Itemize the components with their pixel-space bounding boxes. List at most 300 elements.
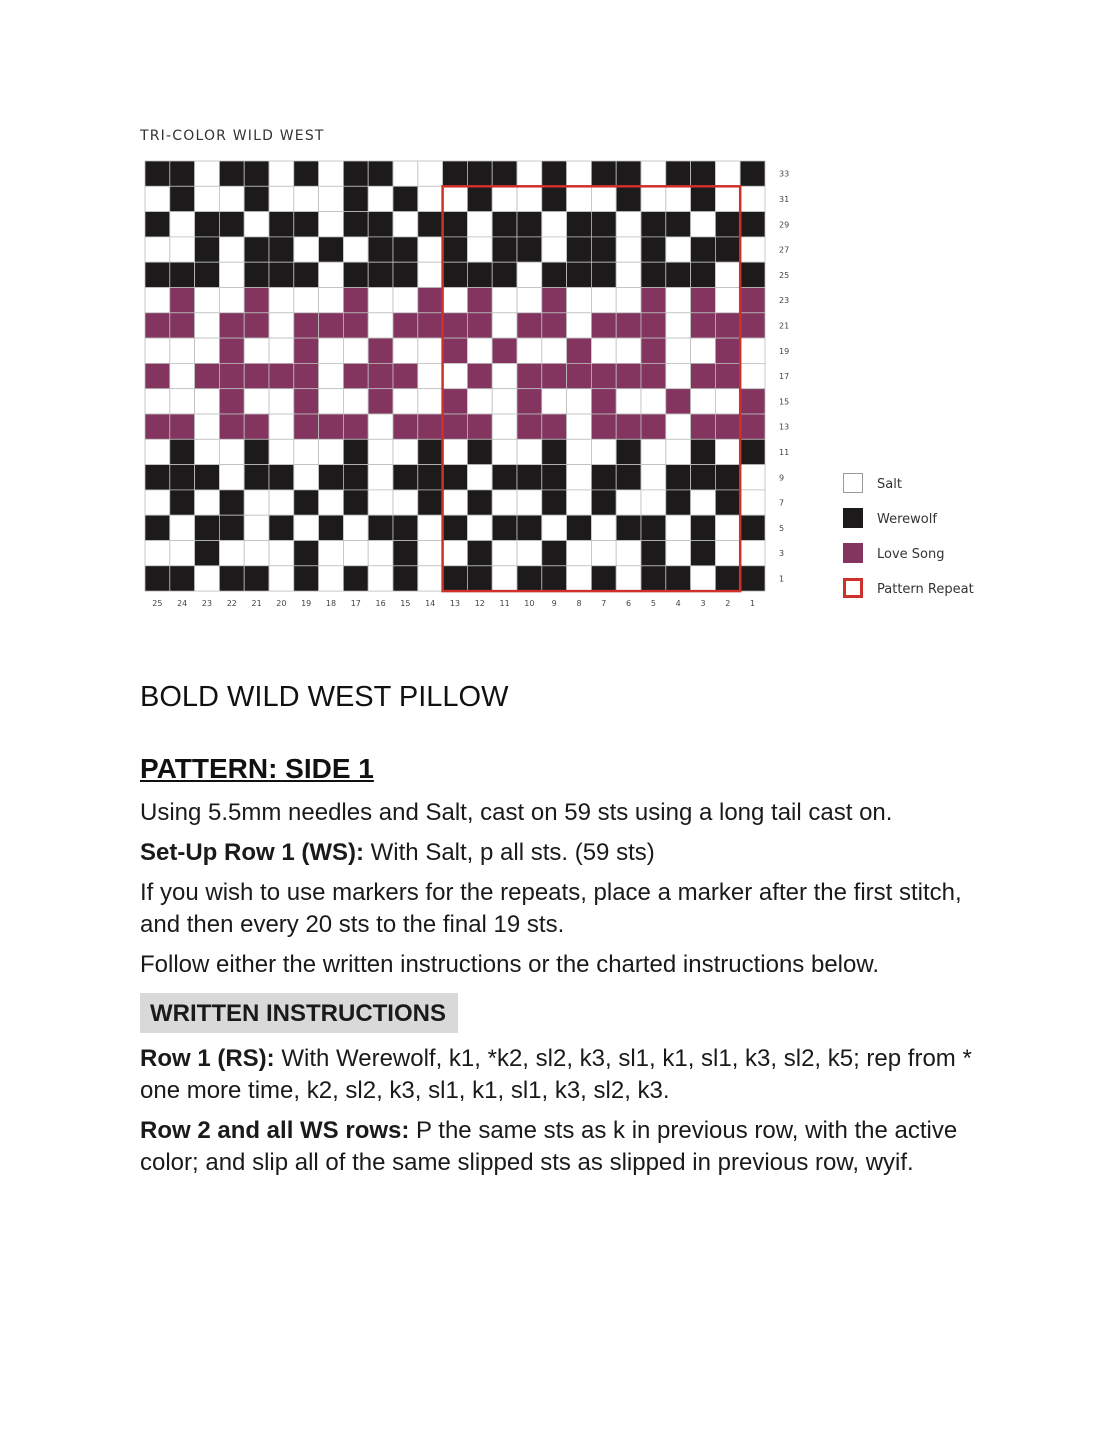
markers-paragraph: If you wish to use markers for the repeats, place a marker after the first stitch, and then every 20 sts to the final 19 sts. [140, 879, 962, 938]
chart-cell-werewolf [368, 212, 393, 237]
chart-cell-werewolf [591, 212, 616, 237]
chart-cell-werewolf [567, 212, 592, 237]
chart-cell-love-song [368, 363, 393, 388]
chart-cell-werewolf [666, 262, 691, 287]
chart-cell-love-song [691, 313, 716, 338]
row-label: 11 [779, 447, 790, 457]
chart-cell-werewolf [393, 515, 418, 540]
chart-cell-werewolf [244, 161, 269, 186]
chart-cell-werewolf [145, 161, 170, 186]
chart-cell-love-song [542, 363, 567, 388]
chart-cell-salt [418, 389, 443, 414]
chart-cell-salt [517, 161, 542, 186]
column-label: 7 [601, 599, 607, 609]
chart-cell-love-song [591, 313, 616, 338]
chart-cell-salt [467, 465, 492, 490]
chart-cell-werewolf [145, 212, 170, 237]
chart-cell-salt [418, 262, 443, 287]
instructions-body [140, 797, 980, 1187]
chart-cell-salt [591, 541, 616, 566]
chart-cell-salt [567, 313, 592, 338]
chart-cell-salt [591, 186, 616, 211]
chart-cell-salt [393, 338, 418, 363]
chart-cell-werewolf [418, 439, 443, 464]
chart-cell-werewolf [343, 262, 368, 287]
chart-cell-werewolf [368, 161, 393, 186]
chart-cell-salt [517, 338, 542, 363]
chart-cell-salt [715, 186, 740, 211]
chart-cell-love-song [393, 414, 418, 439]
chart-cell-werewolf [443, 465, 468, 490]
chart-cell-werewolf [467, 262, 492, 287]
chart-cell-werewolf [517, 237, 542, 262]
chart-cell-werewolf [393, 262, 418, 287]
column-label: 19 [301, 599, 312, 609]
chart-cell-salt [567, 414, 592, 439]
chart-cell-salt [616, 288, 641, 313]
chart-cell-salt [641, 161, 666, 186]
chart-cell-salt [443, 288, 468, 313]
section-heading: PATTERN: SIDE 1 [140, 753, 374, 784]
chart-cell-salt [715, 262, 740, 287]
chart-cell-werewolf [393, 237, 418, 262]
chart-cell-love-song [219, 338, 244, 363]
chart-cell-salt [145, 237, 170, 262]
chart-cell-werewolf [467, 439, 492, 464]
legend-item-pattern-repeat [843, 578, 974, 613]
chart-cell-werewolf [517, 212, 542, 237]
chart-cell-salt [418, 566, 443, 591]
chart-cell-salt [666, 541, 691, 566]
chart-cell-salt [319, 541, 344, 566]
chart-cell-salt [269, 490, 294, 515]
chart-cell-werewolf [715, 465, 740, 490]
chart-cell-werewolf [219, 212, 244, 237]
chart-cell-love-song [343, 313, 368, 338]
chart-cell-werewolf [443, 161, 468, 186]
chart-cell-werewolf [393, 465, 418, 490]
chart-cell-werewolf [244, 566, 269, 591]
chart-cell-salt [294, 439, 319, 464]
chart-cell-salt [492, 186, 517, 211]
chart-cell-love-song [740, 414, 765, 439]
chart-cell-salt [418, 237, 443, 262]
chart-cell-werewolf [418, 490, 443, 515]
chart-cell-love-song [393, 313, 418, 338]
setup-row-label: Set-Up Row 1 (WS): [140, 839, 364, 866]
chart-cell-werewolf [641, 515, 666, 540]
column-label: 11 [499, 599, 510, 609]
chart-cell-salt [145, 338, 170, 363]
salt-swatch [843, 473, 863, 493]
chart-cell-love-song [443, 313, 468, 338]
chart-cell-werewolf [294, 490, 319, 515]
chart-cell-werewolf [393, 541, 418, 566]
chart-cell-love-song [170, 414, 195, 439]
chart-cell-werewolf [418, 465, 443, 490]
chart-cell-werewolf [542, 439, 567, 464]
chart-cell-werewolf [591, 566, 616, 591]
chart-cell-salt [393, 161, 418, 186]
chart-cell-werewolf [715, 490, 740, 515]
chart-cell-salt [492, 414, 517, 439]
chart-cell-salt [715, 541, 740, 566]
chart-cell-salt [691, 566, 716, 591]
chart-cell-salt [343, 237, 368, 262]
chart-cell-love-song [195, 363, 220, 388]
chart-cell-salt [666, 414, 691, 439]
chart-cell-love-song [691, 414, 716, 439]
chart-cell-love-song [517, 313, 542, 338]
chart-cell-salt [542, 212, 567, 237]
chart-cell-love-song [715, 363, 740, 388]
row-label: 15 [779, 397, 790, 407]
chart-cell-werewolf [195, 541, 220, 566]
column-label: 2 [725, 599, 731, 609]
column-label: 3 [700, 599, 706, 609]
chart-cell-werewolf [517, 465, 542, 490]
chart-cell-salt [666, 439, 691, 464]
chart-cell-salt [269, 414, 294, 439]
chart-cell-salt [567, 490, 592, 515]
chart-cell-werewolf [641, 212, 666, 237]
chart-cell-werewolf [368, 262, 393, 287]
chart-cell-werewolf [467, 161, 492, 186]
chart-cell-werewolf [343, 212, 368, 237]
chart-cell-werewolf [591, 161, 616, 186]
chart-cell-werewolf [145, 566, 170, 591]
chart-cell-werewolf [219, 566, 244, 591]
chart-cell-salt [145, 389, 170, 414]
chart-cell-werewolf [170, 465, 195, 490]
chart-cells [145, 161, 765, 591]
chart-cell-salt [219, 186, 244, 211]
chart-cell-werewolf [691, 439, 716, 464]
chart-cell-salt [715, 389, 740, 414]
chart-cell-salt [418, 161, 443, 186]
chart-cell-salt [145, 541, 170, 566]
column-label: 16 [375, 599, 386, 609]
chart-cell-werewolf [542, 262, 567, 287]
chart-cell-salt [319, 439, 344, 464]
chart-cell-werewolf [591, 490, 616, 515]
chart-cell-love-song [145, 414, 170, 439]
row-1-label: Row 1 (RS): [140, 1045, 275, 1072]
row-label: 13 [779, 422, 790, 432]
chart-cell-love-song [219, 313, 244, 338]
chart-cell-salt [567, 465, 592, 490]
chart-cell-werewolf [691, 541, 716, 566]
column-label: 17 [350, 599, 361, 609]
chart-cell-werewolf [170, 490, 195, 515]
chart-cell-salt [368, 439, 393, 464]
chart-cell-salt [567, 439, 592, 464]
chart-cell-salt [294, 465, 319, 490]
chart-cell-love-song [418, 288, 443, 313]
chart-cell-salt [195, 186, 220, 211]
chart-cell-salt [492, 363, 517, 388]
chart-cell-salt [244, 212, 269, 237]
chart-cell-werewolf [567, 262, 592, 287]
chart-cell-werewolf [666, 566, 691, 591]
chart-cell-werewolf [195, 237, 220, 262]
chart-cell-salt [145, 288, 170, 313]
row-label: 33 [779, 169, 790, 179]
column-label: 18 [325, 599, 337, 609]
chart-cell-salt [740, 541, 765, 566]
chart-cell-werewolf [691, 237, 716, 262]
chart-cell-werewolf [467, 541, 492, 566]
chart-cell-werewolf [443, 566, 468, 591]
chart-cell-love-song [368, 389, 393, 414]
chart-cell-love-song [666, 389, 691, 414]
chart-cell-werewolf [641, 541, 666, 566]
chart-cell-werewolf [145, 262, 170, 287]
chart-cell-salt [368, 288, 393, 313]
chart-cell-love-song [591, 363, 616, 388]
chart-cell-werewolf [591, 465, 616, 490]
chart-cell-love-song [740, 389, 765, 414]
chart-cell-salt [641, 490, 666, 515]
chart-cell-werewolf [269, 262, 294, 287]
chart-cell-love-song [269, 363, 294, 388]
chart-cell-salt [195, 313, 220, 338]
chart-cell-love-song [343, 288, 368, 313]
chart-cell-love-song [145, 313, 170, 338]
row-label: 3 [779, 549, 785, 559]
row-label: 23 [779, 296, 790, 306]
chart-cell-werewolf [443, 515, 468, 540]
legend-label: Werewolf [877, 512, 937, 527]
row-label: 1 [779, 574, 785, 584]
chart-cell-salt [195, 389, 220, 414]
chart-cell-werewolf [443, 262, 468, 287]
chart-cell-salt [467, 389, 492, 414]
chart-cell-werewolf [666, 490, 691, 515]
chart-cell-salt [616, 490, 641, 515]
chart-cell-salt [641, 439, 666, 464]
chart-cell-love-song [343, 414, 368, 439]
chart-cell-salt [641, 389, 666, 414]
chart-cell-werewolf [145, 465, 170, 490]
chart-cell-werewolf [641, 237, 666, 262]
chart-cell-love-song [393, 363, 418, 388]
column-label: 1 [750, 599, 756, 609]
chart-cell-salt [343, 515, 368, 540]
chart-cell-salt [269, 338, 294, 363]
chart-cell-love-song [542, 288, 567, 313]
chart-cell-salt [269, 439, 294, 464]
chart-cell-love-song [691, 363, 716, 388]
chart-cell-werewolf [219, 490, 244, 515]
chart-cell-love-song [641, 288, 666, 313]
chart-cell-salt [418, 338, 443, 363]
chart-cell-werewolf [641, 262, 666, 287]
chart-cell-salt [269, 161, 294, 186]
chart-cell-salt [492, 541, 517, 566]
chart-cell-salt [418, 541, 443, 566]
chart-cell-salt [219, 237, 244, 262]
chart-cell-salt [170, 338, 195, 363]
chart-cell-werewolf [195, 262, 220, 287]
chart-cell-salt [170, 541, 195, 566]
chart-cell-werewolf [343, 490, 368, 515]
chart-cell-salt [691, 212, 716, 237]
chart-cell-love-song [219, 363, 244, 388]
chart-cell-werewolf [542, 566, 567, 591]
legend-label: Love Song [877, 547, 945, 562]
chart-cell-werewolf [666, 212, 691, 237]
chart-cell-werewolf [244, 439, 269, 464]
love-song-swatch [843, 543, 863, 563]
column-label: 12 [474, 599, 485, 609]
column-label: 5 [650, 599, 656, 609]
chart-cell-love-song [294, 389, 319, 414]
chart-cell-salt [393, 490, 418, 515]
chart-cell-salt [666, 237, 691, 262]
chart-cell-salt [418, 186, 443, 211]
chart-cell-salt [591, 515, 616, 540]
chart-cell-salt [244, 490, 269, 515]
chart-cell-werewolf [616, 161, 641, 186]
chart-cell-werewolf [343, 186, 368, 211]
column-label: 24 [177, 599, 188, 609]
legend-label: Pattern Repeat [877, 582, 974, 597]
legend-item-werewolf [843, 508, 974, 543]
chart-cell-love-song [368, 338, 393, 363]
chart-cell-salt [740, 363, 765, 388]
chart-cell-salt [195, 288, 220, 313]
chart-cell-salt [492, 389, 517, 414]
column-label: 25 [152, 599, 163, 609]
chart-cell-werewolf [492, 161, 517, 186]
chart-cell-werewolf [715, 212, 740, 237]
chart-cell-salt [145, 439, 170, 464]
chart-cell-werewolf [467, 566, 492, 591]
chart-cell-salt [319, 288, 344, 313]
chart-cell-werewolf [740, 212, 765, 237]
chart-cell-salt [666, 363, 691, 388]
row-label: 21 [779, 321, 790, 331]
chart-cell-salt [145, 186, 170, 211]
chart-cell-salt [195, 566, 220, 591]
chart-cell-salt [443, 541, 468, 566]
chart-cell-werewolf [170, 566, 195, 591]
chart-cell-salt [616, 212, 641, 237]
chart-cell-salt [195, 414, 220, 439]
column-label: 6 [626, 599, 632, 609]
chart-cell-werewolf [691, 186, 716, 211]
chart-cell-werewolf [294, 541, 319, 566]
chart-cell-love-song [294, 363, 319, 388]
chart-cell-salt [492, 313, 517, 338]
chart-cell-salt [319, 338, 344, 363]
column-label: 10 [524, 599, 535, 609]
chart-cell-werewolf [294, 566, 319, 591]
chart-cell-love-song [467, 313, 492, 338]
chart-cell-salt [467, 515, 492, 540]
chart-cell-werewolf [393, 186, 418, 211]
chart-cell-love-song [294, 313, 319, 338]
chart-cell-salt [170, 237, 195, 262]
chart-cell-love-song [591, 414, 616, 439]
chart-cell-salt [691, 490, 716, 515]
chart-cell-werewolf [319, 237, 344, 262]
chart-cell-salt [294, 237, 319, 262]
chart-cell-love-song [319, 313, 344, 338]
chart-cell-love-song [467, 414, 492, 439]
chart-cell-werewolf [269, 515, 294, 540]
chart-cell-salt [740, 465, 765, 490]
chart-cell-love-song [294, 338, 319, 363]
chart-cell-salt [666, 515, 691, 540]
row-label: 19 [779, 346, 790, 356]
chart-cell-salt [393, 212, 418, 237]
chart-cell-salt [517, 541, 542, 566]
row-label: 5 [779, 523, 785, 533]
chart-cell-salt [641, 465, 666, 490]
chart-cell-werewolf [492, 515, 517, 540]
column-label: 4 [675, 599, 681, 609]
chart-cell-love-song [443, 338, 468, 363]
chart-cell-salt [393, 439, 418, 464]
chart-cell-werewolf [195, 515, 220, 540]
chart-cell-salt [443, 186, 468, 211]
chart-cell-love-song [418, 313, 443, 338]
chart-cell-love-song [443, 414, 468, 439]
chart-cell-love-song [715, 338, 740, 363]
chart-cell-werewolf [492, 465, 517, 490]
row-label: 31 [779, 194, 790, 204]
chart-cell-werewolf [740, 566, 765, 591]
chart-cell-salt [195, 439, 220, 464]
chart-cell-salt [368, 566, 393, 591]
chart-cell-salt [418, 515, 443, 540]
chart-cell-salt [740, 186, 765, 211]
chart-cell-salt [443, 490, 468, 515]
chart-cell-salt [368, 313, 393, 338]
chart-cell-love-song [219, 389, 244, 414]
chart-cell-werewolf [740, 161, 765, 186]
chart-cell-salt [740, 237, 765, 262]
chart-cell-werewolf [542, 186, 567, 211]
chart-cell-love-song [244, 363, 269, 388]
chart-cell-salt [244, 515, 269, 540]
chart-cell-salt [393, 288, 418, 313]
chart-cell-salt [542, 338, 567, 363]
chart-cell-werewolf [170, 161, 195, 186]
chart-title: TRI-COLOR WILD WEST [140, 128, 325, 144]
chart-cell-werewolf [195, 465, 220, 490]
chart-cell-werewolf [517, 566, 542, 591]
chart-cell-love-song [641, 363, 666, 388]
chart-cell-werewolf [492, 212, 517, 237]
chart-cell-werewolf [715, 566, 740, 591]
chart-cell-love-song [294, 414, 319, 439]
chart-cell-love-song [343, 363, 368, 388]
setup-row-text: With Salt, p all sts. (59 sts) [363, 839, 655, 866]
chart-cell-salt [368, 541, 393, 566]
chart-cell-salt [666, 186, 691, 211]
chart-cell-salt [666, 313, 691, 338]
chart-cell-salt [418, 363, 443, 388]
chart-cell-werewolf [443, 212, 468, 237]
chart-cell-werewolf [715, 237, 740, 262]
row-2-text: P the same sts as k in previous row, with the active color; and slip all of the same slipped sts as slipped in previous row, wyif. [140, 1117, 958, 1176]
chart-cell-salt [368, 414, 393, 439]
chart-cell-werewolf [666, 465, 691, 490]
chart-cell-werewolf [666, 161, 691, 186]
